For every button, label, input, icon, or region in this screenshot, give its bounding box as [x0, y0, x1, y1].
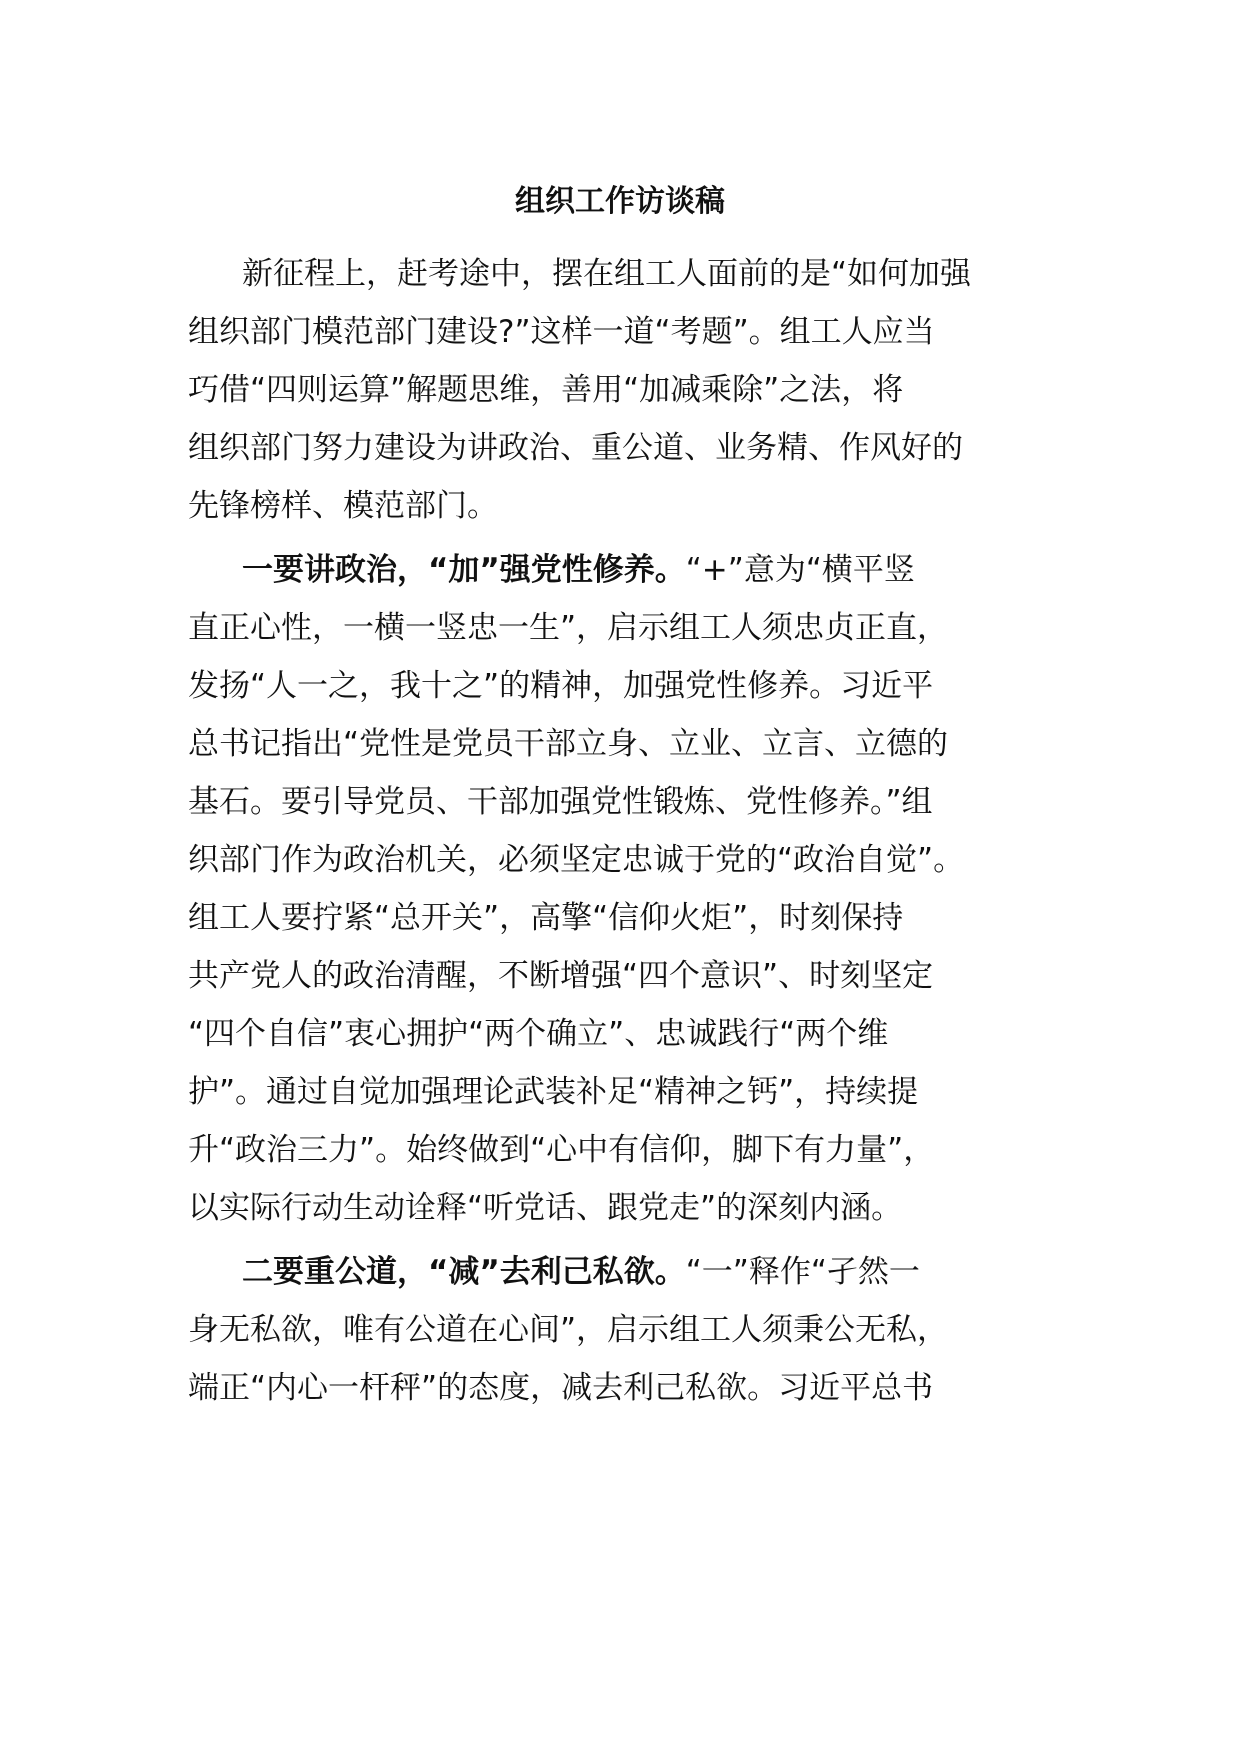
section-heading: 一要讲政治，“加”强党性修养。: [242, 552, 686, 588]
document-body: [188, 245, 1068, 1417]
text-line: 组工人要拧紧“总开关”，高擎“信仰火炬”，时刻保持: [188, 900, 904, 936]
text-line: 基石。要引导党员、干部加强党性锻炼、党性修养。”组: [188, 784, 933, 820]
text-line: 巧借“四则运算”解题思维，善用“加减乘除”之法，将: [188, 372, 904, 408]
paragraph-politics: [188, 541, 1068, 1237]
text-line: 护”。通过自觉加强理论武装补足“精神之钙”，持续提: [188, 1074, 919, 1110]
text-line: “四个自信”衷心拥护“两个确立”、忠诚践行“两个维: [188, 1016, 889, 1052]
text-line: 新征程上，赶考途中，摆在组工人面前的是“如何加强: [242, 256, 972, 292]
text-line: 以实际行动生动诠释“听党话、跟党走”的深刻内涵。: [188, 1190, 903, 1226]
text-line: 织部门作为政治机关，必须坚定忠诚于党的“政治自觉”。: [188, 842, 965, 878]
text-run: “一”释作“孑然一: [685, 1254, 920, 1290]
text-run: “+”意为“横平竖: [685, 552, 915, 588]
document-title: 组织工作访谈稿: [515, 184, 725, 219]
text-line-with-heading: [188, 541, 1068, 599]
text-line: 发扬“人一之，我十之”的精神，加强党性修养。习近平: [188, 668, 934, 704]
text-line: 直正心性，一横一竖忠一生”，启示组工人须忠贞正直，: [188, 610, 949, 646]
paragraph-intro: [188, 245, 1068, 535]
text-line: 组织部门模范部门建设?”这样一道“考题”。组工人应当: [188, 314, 935, 350]
text-line: 共产党人的政治清醒，不断增强“四个意识”、时刻坚定: [188, 958, 934, 994]
text-line: 升“政治三力”。始终做到“心中有信仰，脚下有力量”，: [188, 1132, 935, 1168]
section-heading: 二要重公道，“减”去利己私欲。: [242, 1254, 686, 1290]
text-line: 组织部门努力建设为讲政治、重公道、业务精、作风好的: [188, 430, 963, 466]
text-line: 端正“内心一杆秤”的态度，减去利己私欲。习近平总书: [188, 1370, 934, 1406]
text-line: 总书记指出“党性是党员干部立身、立业、立言、立德的: [188, 726, 949, 762]
text-line: 先锋榜样、模范部门。: [188, 488, 498, 524]
text-line-with-heading: [188, 1243, 1068, 1301]
paragraph-fairness: [188, 1243, 1068, 1417]
text-line: 身无私欲，唯有公道在心间”，启示组工人须秉公无私，: [188, 1312, 949, 1348]
